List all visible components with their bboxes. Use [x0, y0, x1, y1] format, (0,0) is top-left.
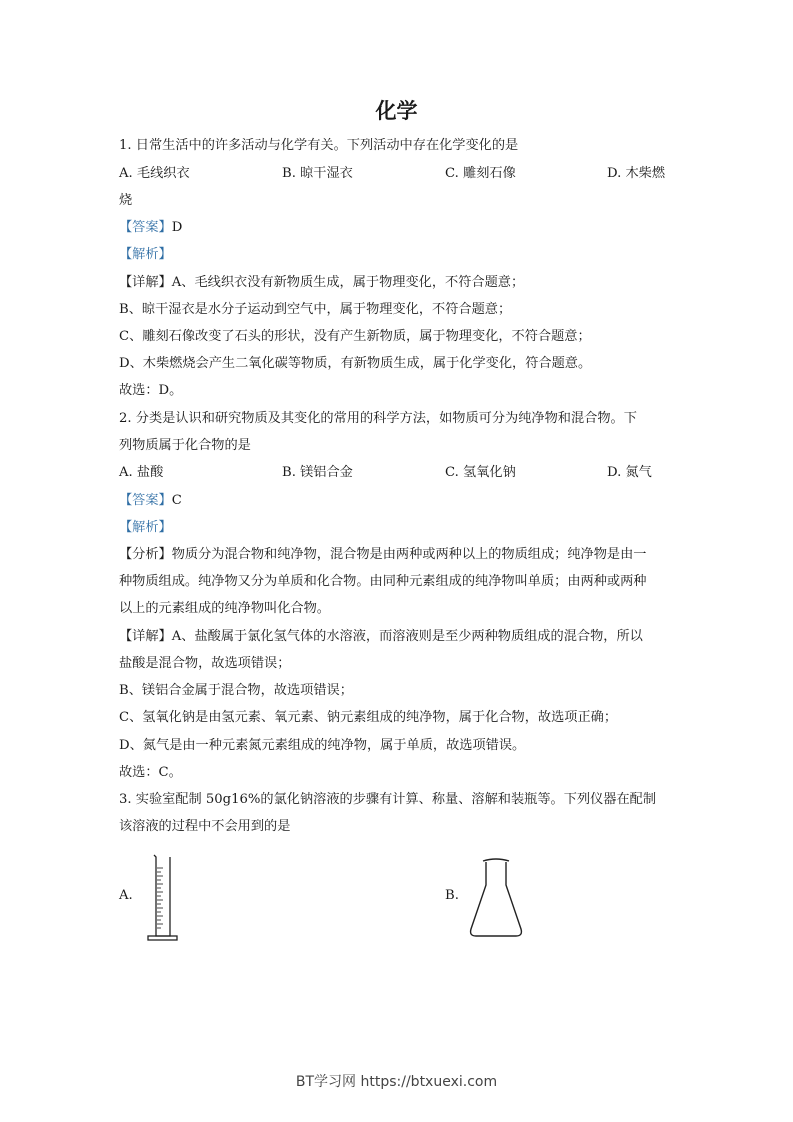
- q2-detail-line: 【分析】物质分为混合物和纯净物，混合物是由两种或两种以上的物质组成；纯净物是由一: [119, 547, 647, 562]
- footer-watermark: BT学习网 https://btxuexi.com: [295, 1074, 498, 1090]
- q2-stem-line: 2. 分类是认识和研究物质及其变化的常用的科学方法，如物质可分为纯净物和混合物。下: [119, 411, 637, 426]
- q2-detail-line: 盐酸是混合物，故选项错误；: [119, 656, 291, 671]
- q2-analysis-tag: 【解析】: [119, 520, 172, 535]
- graduated-cylinder-icon: [143, 852, 183, 944]
- conical-flask-icon: [465, 855, 527, 941]
- q1-detail-line: 【详解】A、毛线织衣没有新物质生成，属于物理变化，不符合题意；: [119, 275, 525, 290]
- q2-detail-line: 种物质组成。纯净物又分为单质和化合物。由同种元素组成的纯净物叫单质；由两种或两种: [119, 574, 647, 589]
- q1-option-d: D. 木柴燃: [607, 166, 666, 181]
- q1-option-c: C. 雕刻石像: [445, 166, 516, 181]
- q3-stem-line: 3. 实验室配制 50g16%的氯化钠溶液的步骤有计算、称量、溶解和装瓶等。下列仪器在配制: [119, 792, 657, 807]
- q1-option-b: B. 晾干湿衣: [282, 166, 353, 181]
- q1-detail-line: 故选：D。: [119, 383, 183, 398]
- q2-detail-line: B、镁铝合金属于混合物，故选项错误；: [119, 683, 353, 698]
- answer-value: C: [171, 493, 182, 508]
- q3-option-a: A.: [119, 888, 133, 903]
- q1-option-d-wrap: 烧: [119, 193, 133, 208]
- q2-detail-line: 以上的元素组成的纯净物叫化合物。: [119, 601, 330, 616]
- answer-value: D: [171, 220, 183, 235]
- q2-answer: [119, 491, 182, 511]
- q1-stem: 1. 日常生活中的许多活动与化学有关。下列活动中存在化学变化的是: [119, 138, 519, 153]
- q3-stem-line: 该溶液的过程中不会用到的是: [119, 819, 291, 834]
- q1-detail-line: D、木柴燃烧会产生二氧化碳等物质，有新物质生成，属于化学变化，符合题意。: [119, 356, 592, 371]
- q2-option-d: D. 氮气: [607, 465, 652, 480]
- q1-analysis-tag: 【解析】: [119, 247, 172, 262]
- q3-option-b: B.: [445, 888, 459, 903]
- q1-detail-line: B、晾干湿衣是水分子运动到空气中，属于物理变化，不符合题意；: [119, 302, 512, 317]
- q1-detail-line: C、雕刻石像改变了石头的形状，没有产生新物质，属于物理变化，不符合题意；: [119, 329, 591, 344]
- q2-stem-line: 列物质属于化合物的是: [119, 438, 251, 453]
- q2-detail-line: D、氮气是由一种元素氮元素组成的纯净物，属于单质，故选项错误。: [119, 738, 526, 753]
- q2-option-b: B. 镁铝合金: [282, 465, 353, 480]
- q2-detail-line: C、氢氧化钠是由氢元素、氧元素、钠元素组成的纯净物，属于化合物，故选项正确；: [119, 710, 618, 725]
- q1-answer: [119, 218, 182, 238]
- q2-detail-line: 故选：C。: [119, 765, 182, 780]
- q2-detail-line: 【详解】A、盐酸属于氯化氢气体的水溶液，而溶液则是至少两种物质组成的混合物，所以: [119, 629, 643, 644]
- page-title: 化学: [375, 99, 418, 123]
- q2-option-a: A. 盐酸: [119, 465, 164, 480]
- q2-option-c: C. 氢氧化钠: [445, 465, 516, 480]
- answer-tag: 【答案】: [119, 493, 172, 508]
- q1-option-a: A. 毛线织衣: [119, 166, 190, 181]
- answer-tag: 【答案】: [119, 220, 172, 235]
